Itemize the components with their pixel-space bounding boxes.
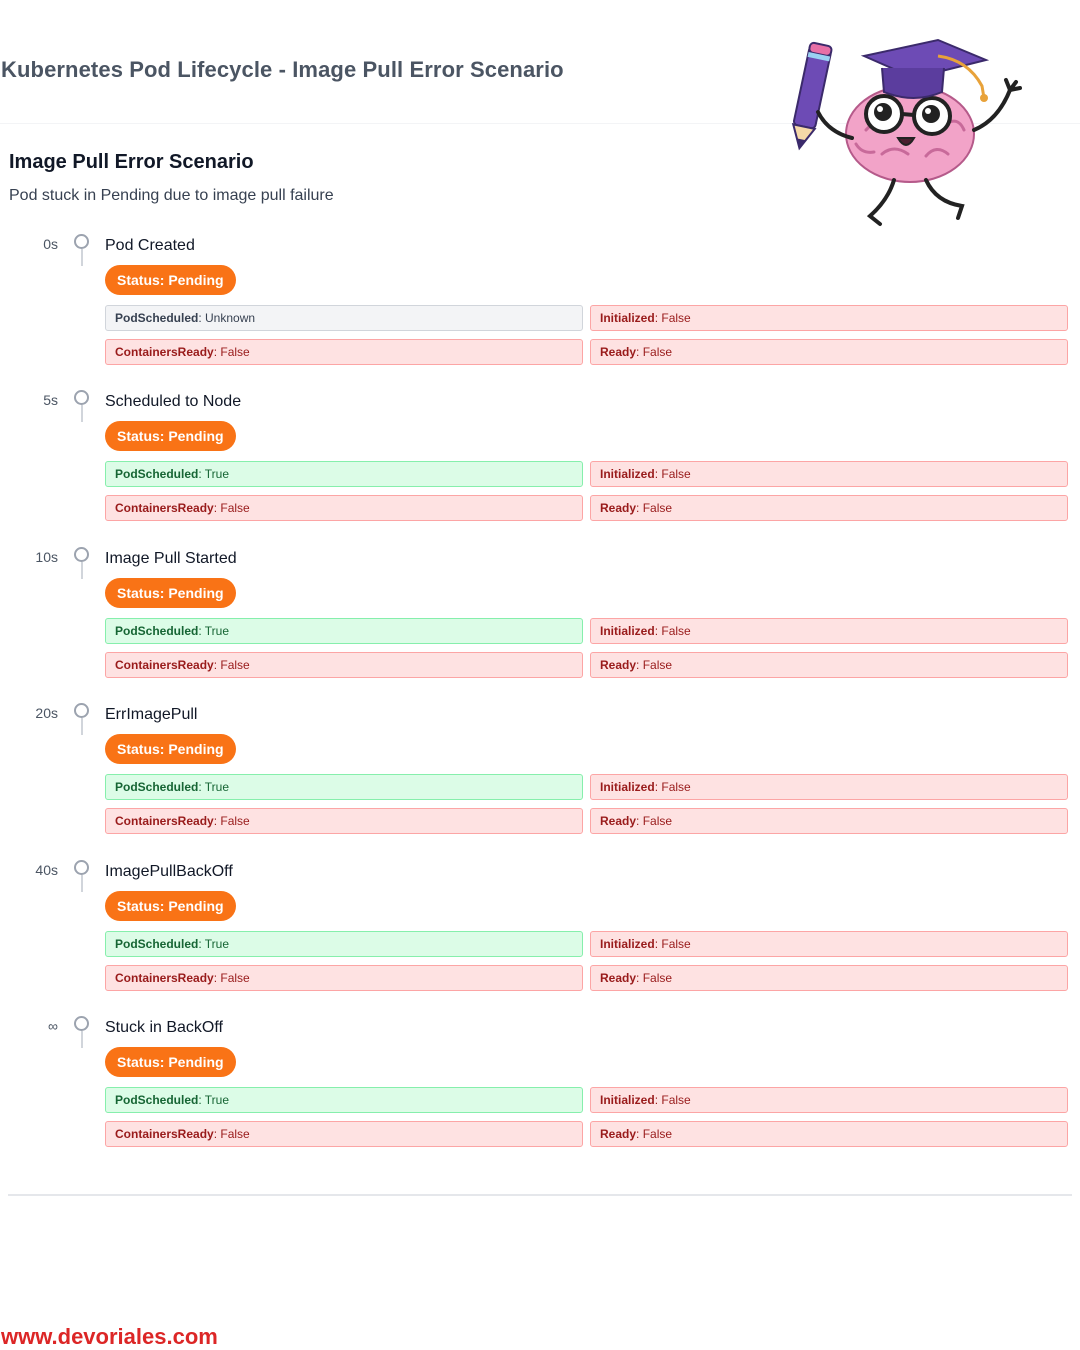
condition-separator: :	[198, 311, 206, 325]
timeline-stem	[81, 1031, 83, 1048]
condition-key: Initialized	[600, 780, 655, 795]
condition-value: True	[204, 780, 230, 795]
condition-value: False	[220, 501, 250, 516]
timeline-stem	[81, 562, 83, 579]
timeline-dot-icon	[74, 547, 89, 562]
event-name: Stuck in BackOff	[105, 1019, 223, 1036]
condition-key: ContainersReady	[115, 657, 214, 672]
condition-value: True	[204, 936, 230, 951]
status-badge: Status: Pending	[105, 734, 236, 764]
timeline-stem	[81, 249, 83, 266]
condition-separator: :	[213, 1127, 221, 1141]
condition-key: Ready	[600, 814, 637, 829]
page-title: Kubernetes Pod Lifecycle - Image Pull Error Scenario	[1, 57, 564, 82]
event-time: 40s	[35, 861, 58, 878]
condition-separator: :	[213, 814, 221, 829]
condition-separator: :	[198, 780, 205, 795]
condition-podscheduled	[105, 618, 583, 644]
scenario-title: Image Pull Error Scenario	[9, 151, 254, 173]
condition-key: ContainersReady	[115, 814, 214, 829]
condition-initialized	[590, 618, 1068, 644]
event-time: 5s	[43, 392, 58, 409]
event-name: ImagePullBackOff	[105, 862, 233, 880]
condition-separator: :	[213, 970, 221, 985]
condition-value: False	[220, 1127, 250, 1141]
condition-separator: :	[636, 970, 643, 985]
condition-value: False	[661, 311, 691, 325]
condition-ready	[590, 808, 1068, 834]
condition-ready	[590, 1121, 1068, 1147]
event-name: Scheduled to Node	[105, 393, 242, 411]
condition-separator: :	[198, 467, 205, 482]
scenario-card	[8, 128, 1072, 1196]
status-badge: Status: Pending	[105, 578, 236, 608]
event-time: 20s	[35, 705, 58, 722]
event-time: 0s	[43, 236, 58, 252]
condition-value: Unknown	[205, 311, 256, 325]
scenario-subtitle: Pod stuck in Pending due to image pull failure	[9, 187, 334, 204]
condition-separator: :	[654, 623, 662, 638]
condition-value: False	[220, 657, 250, 672]
event-time: ∞	[48, 1018, 58, 1034]
condition-ready	[590, 339, 1068, 365]
footer-url: www.devoriales.com	[1, 1324, 218, 1349]
timeline-dot-icon	[74, 1016, 89, 1031]
condition-separator: :	[198, 936, 205, 951]
condition-podscheduled	[105, 931, 583, 957]
condition-key: Initialized	[600, 311, 655, 325]
condition-value: False	[661, 1093, 691, 1107]
event-time: 10s	[35, 548, 58, 565]
condition-containersready	[105, 965, 583, 991]
condition-key: ContainersReady	[115, 1127, 214, 1141]
timeline-dot-icon	[74, 703, 89, 718]
condition-initialized	[590, 774, 1068, 800]
timeline-event	[8, 386, 1072, 526]
condition-value: False	[661, 467, 691, 482]
timeline-event	[8, 699, 1072, 839]
condition-separator: :	[654, 936, 662, 951]
condition-key: PodScheduled	[115, 467, 199, 482]
condition-podscheduled	[105, 305, 583, 331]
condition-key: PodScheduled	[115, 780, 199, 795]
condition-separator: :	[636, 657, 643, 672]
condition-value: False	[642, 657, 673, 672]
condition-containersready	[105, 495, 583, 521]
condition-separator: :	[654, 311, 662, 325]
condition-separator: :	[654, 1093, 662, 1107]
condition-value: False	[220, 814, 250, 829]
condition-initialized	[590, 1087, 1068, 1113]
timeline-dot-icon	[74, 390, 89, 405]
condition-key: ContainersReady	[115, 970, 214, 985]
condition-key: PodScheduled	[115, 936, 199, 951]
condition-key: ContainersReady	[115, 345, 214, 359]
condition-value: True	[204, 623, 230, 638]
timeline-event	[8, 230, 1072, 370]
condition-separator: :	[654, 780, 662, 795]
timeline-event	[8, 1012, 1072, 1152]
condition-ready	[590, 652, 1068, 678]
condition-containersready	[105, 1121, 583, 1147]
condition-ready	[590, 965, 1068, 991]
condition-key: Ready	[600, 970, 637, 985]
condition-initialized	[590, 305, 1068, 331]
condition-key: Ready	[600, 657, 637, 672]
condition-value: False	[642, 501, 673, 516]
condition-separator: :	[636, 345, 643, 359]
condition-value: False	[661, 623, 691, 638]
condition-key: Initialized	[600, 467, 655, 482]
event-name: ErrImagePull	[105, 706, 198, 724]
condition-key: PodScheduled	[115, 311, 199, 325]
condition-value: False	[642, 814, 673, 829]
timeline-dot-icon	[74, 860, 89, 875]
condition-separator: :	[213, 345, 221, 359]
condition-key: Ready	[600, 345, 637, 359]
condition-podscheduled	[105, 1087, 583, 1113]
condition-initialized	[590, 931, 1068, 957]
status-badge: Status: Pending	[105, 891, 236, 921]
condition-ready	[590, 495, 1068, 521]
condition-containersready	[105, 339, 583, 365]
status-badge: Status: Pending	[105, 421, 236, 451]
condition-key: ContainersReady	[115, 501, 214, 516]
condition-key: Initialized	[600, 936, 655, 951]
condition-value: False	[220, 345, 250, 359]
condition-separator: :	[636, 814, 643, 829]
condition-key: Ready	[600, 501, 637, 516]
condition-key: PodScheduled	[115, 1093, 199, 1107]
timeline-stem	[81, 405, 83, 422]
condition-containersready	[105, 808, 583, 834]
event-name: Pod Created	[105, 237, 195, 254]
condition-value: False	[642, 970, 673, 985]
condition-value: False	[220, 970, 250, 985]
condition-key: Initialized	[600, 623, 655, 638]
timeline-event	[8, 543, 1072, 683]
condition-podscheduled	[105, 461, 583, 487]
condition-value: False	[642, 345, 673, 359]
condition-separator: :	[636, 501, 643, 516]
condition-containersready	[105, 652, 583, 678]
condition-initialized	[590, 461, 1068, 487]
event-name: Image Pull Started	[105, 549, 237, 567]
condition-separator: :	[198, 623, 205, 638]
condition-value: True	[204, 1093, 230, 1107]
timeline-event	[8, 856, 1072, 996]
condition-separator: :	[636, 1127, 643, 1141]
condition-key: Ready	[600, 1127, 637, 1141]
timeline-stem	[81, 875, 83, 892]
timeline-dot-icon	[74, 234, 89, 249]
condition-separator: :	[198, 1093, 205, 1107]
condition-value: True	[204, 467, 230, 482]
condition-key: Initialized	[600, 1093, 655, 1107]
status-badge: Status: Pending	[105, 265, 236, 295]
condition-podscheduled	[105, 774, 583, 800]
condition-value: False	[661, 936, 691, 951]
timeline-stem	[81, 718, 83, 735]
condition-separator: :	[213, 657, 221, 672]
condition-value: False	[661, 780, 691, 795]
status-badge: Status: Pending	[105, 1047, 236, 1077]
condition-key: PodScheduled	[115, 623, 199, 638]
condition-separator: :	[654, 467, 662, 482]
condition-separator: :	[213, 501, 221, 516]
condition-value: False	[642, 1127, 673, 1141]
